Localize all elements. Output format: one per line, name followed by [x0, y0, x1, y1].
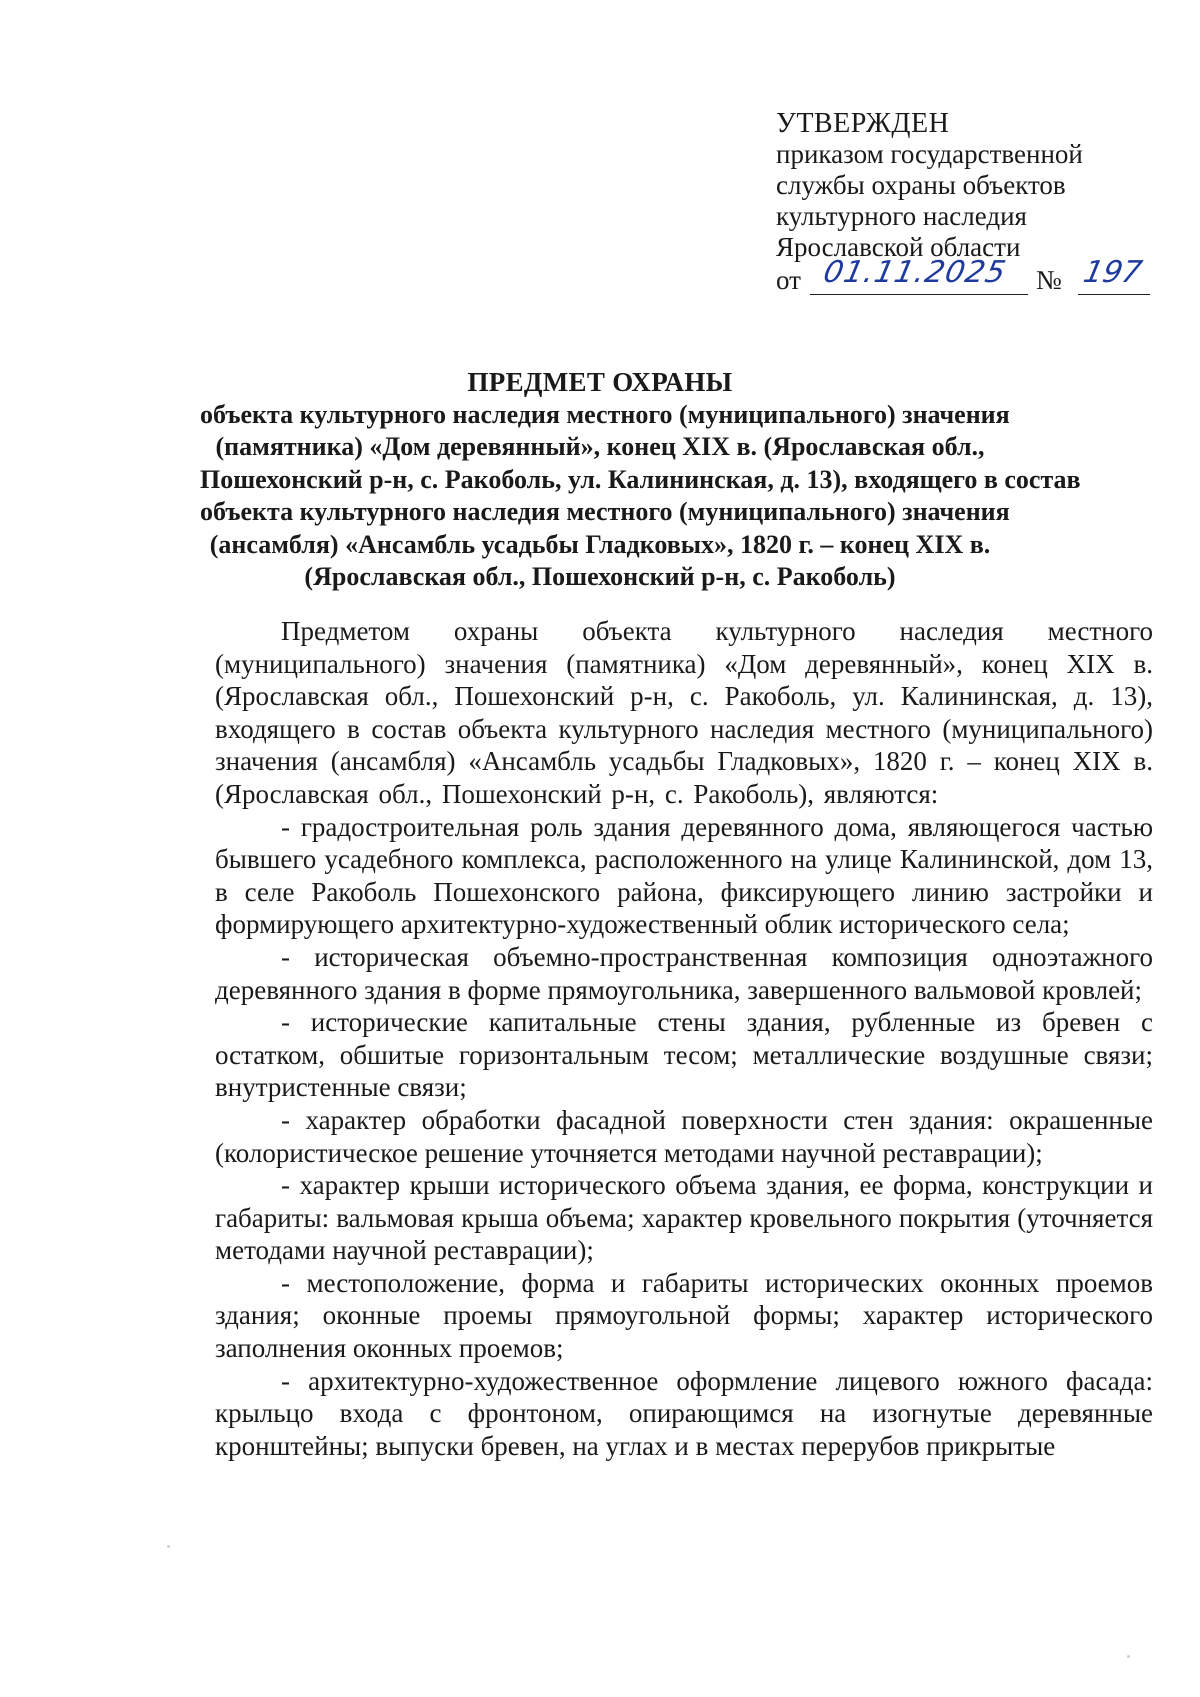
handwritten-date: 01.11.2025	[820, 255, 1010, 290]
title-line: (Ярославская обл., Пошехонский р-н, с. Ракоболь)	[304, 562, 896, 591]
date-underline	[810, 255, 1028, 295]
approval-line: службы охраны объектов	[776, 170, 1066, 200]
approval-heading: УТВЕРЖДЕН	[776, 108, 950, 139]
document-body	[215, 615, 1153, 1462]
title-line: (памятника) «Дом деревянный», конец XIX в. (Ярославская обл.,	[215, 432, 985, 461]
list-item: - местоположение, форма и габариты исторических оконных проемов здания; оконные проемы прямоугольной формы; характер исторического заполнения оконных проемов;	[215, 1267, 1153, 1364]
number-prefix: №	[1036, 265, 1062, 295]
handwritten-number: 197	[1080, 255, 1145, 290]
list-item: - историческая объемно-пространственная композиция одноэтажного деревянного здания в форме прямоугольника, завершенного вальмовой кровлей;	[215, 941, 1153, 1005]
approval-stamp	[776, 108, 1156, 299]
intro-paragraph: Предметом охраны объекта культурного наследия местного (муниципального) значения (памятника) «Дом деревянный», конец XIX в. (Ярославская обл., Пошехонский р-н, с. Ракоболь, ул. Калининская, д. 13), входящего в состав объекта культурного наследия местного (муниципального) значения (ансамбля) «Ансамбль усадьбы Гладковых», 1820 г. – конец XIX в. (Ярославская обл., Пошехонский р-н, с. Ракоболь), являются:	[215, 616, 1153, 809]
list-item: - исторические капитальные стены здания, рубленные из бревен с остатком, обшитые горизонтальным тесом; металлические воздушные связи; внутристенные связи;	[215, 1007, 1153, 1103]
title-line: объекта культурного наследия местного (муниципального) значения	[200, 399, 1010, 429]
approval-line: приказом государственной	[776, 139, 1083, 169]
list-item: - характер обработки фасадной поверхности стен здания: окрашенные (колористическое решение уточняется методами научной реставрации);	[215, 1104, 1153, 1168]
title-line: объекта культурного наследия местного (муниципального) значения	[200, 497, 1010, 526]
approval-line: культурного наследия	[776, 201, 1027, 231]
scan-speck	[1127, 1655, 1130, 1658]
list-item: - градостроительная роль здания деревянного дома, являющегося частью бывшего усадебного комплекса, расположенного на улице Калининской, дом 13, в селе Ракоболь Пошехонского района, фиксирующего линию застройки и формирующего архитектурно-художественный облик исторического села;	[215, 811, 1153, 940]
number-underline	[1078, 255, 1150, 295]
approval-date-number-row	[776, 255, 1156, 299]
approval-line: Ярославской области	[776, 232, 1021, 262]
date-prefix: от	[776, 265, 801, 295]
title-main: ПРЕДМЕТ ОХРАНЫ	[467, 367, 733, 397]
document-title	[200, 366, 1081, 594]
scan-speck	[167, 1545, 170, 1548]
list-item: - архитектурно-художественное оформление лицевого южного фасада: крыльцо входа с фронтоном, опирающимся на изогнутые деревянные кронштейны; выпуски бревен, на углах и в местах перерубов прикрытые	[215, 1365, 1153, 1461]
title-line: Пошехонский р-н, с. Ракоболь, ул. Калининская, д. 13), входящего в состав	[200, 464, 1081, 494]
list-item: - характер крыши исторического объема здания, ее форма, конструкции и габариты: вальмовая крыша объема; характер кровельного покрытия (уточняется методами научной реставрации);	[215, 1170, 1153, 1266]
title-line: (ансамбля) «Ансамбль усадьбы Гладковых», 1820 г. – конец XIX в.	[209, 529, 991, 559]
